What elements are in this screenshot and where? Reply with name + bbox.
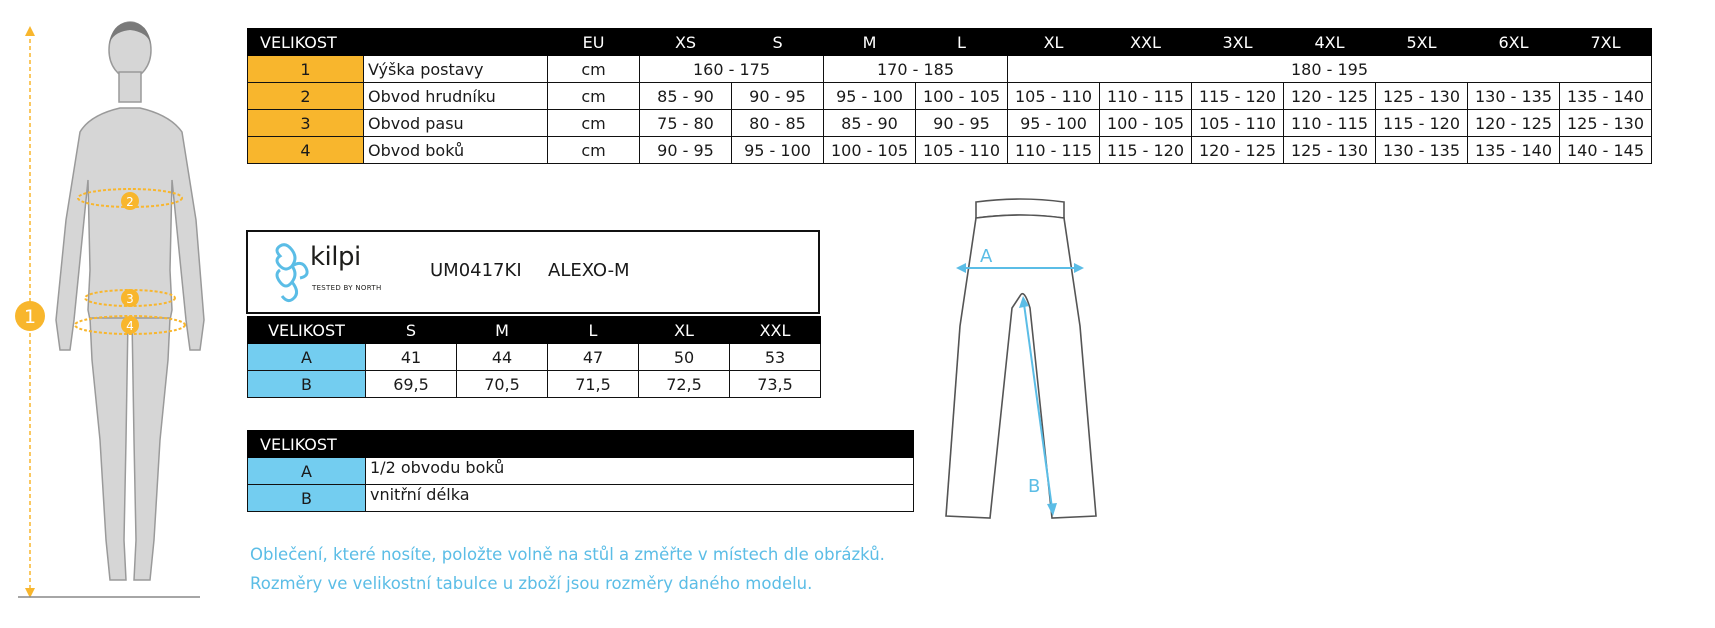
value-cell: 120 - 125: [1468, 110, 1560, 137]
value-cell: 115 - 120: [1376, 110, 1468, 137]
row-number: 1: [248, 56, 364, 83]
value-cell: 95 - 100: [824, 83, 916, 110]
value-cell: 85 - 90: [640, 83, 732, 110]
header-7xl: 7XL: [1560, 29, 1652, 56]
value-cell: 71,5: [548, 371, 639, 398]
value-cell: 90 - 95: [916, 110, 1008, 137]
value-cell: 110 - 115: [1284, 110, 1376, 137]
row-label: B: [248, 485, 366, 512]
value-cell: 135 - 140: [1560, 83, 1652, 110]
value-cell: 110 - 115: [1008, 137, 1100, 164]
row-label: A: [248, 458, 366, 485]
value-cell: 85 - 90: [824, 110, 916, 137]
value-cell: 90 - 95: [640, 137, 732, 164]
header-xxl: XXL: [1100, 29, 1192, 56]
svg-text:2: 2: [126, 195, 134, 209]
row-label: Obvod hrudníku: [364, 83, 548, 110]
row-number: 4: [248, 137, 364, 164]
value-cell: 50: [639, 344, 730, 371]
value-cell: 47: [548, 344, 639, 371]
value-cell: 90 - 95: [732, 83, 824, 110]
value-cell: 125 - 130: [1284, 137, 1376, 164]
table-row: [248, 485, 914, 512]
value-cell: 115 - 120: [1100, 137, 1192, 164]
header-l: L: [916, 29, 1008, 56]
value-cell: 72,5: [639, 371, 730, 398]
table-row: [248, 458, 914, 485]
table-row: [248, 83, 1652, 110]
header-m: M: [457, 317, 548, 344]
brand-tagline: TESTED BY NORTH: [312, 284, 382, 292]
value-cell: 75 - 80: [640, 110, 732, 137]
value-cell: 69,5: [366, 371, 457, 398]
product-size-table: [247, 316, 821, 398]
header-3xl: 3XL: [1192, 29, 1284, 56]
row-number: 3: [248, 110, 364, 137]
value-cell: 140 - 145: [1560, 137, 1652, 164]
header-velikost: VELIKOST: [248, 431, 914, 458]
row-number: 2: [248, 83, 364, 110]
value-cell: 80 - 85: [732, 110, 824, 137]
value-cell: 100 - 105: [824, 137, 916, 164]
row-label: Obvod pasu: [364, 110, 548, 137]
size-chart-table: [247, 28, 1652, 164]
row-description: 1/2 obvodu boků: [366, 458, 914, 485]
table-row: [248, 371, 821, 398]
table-row: [248, 137, 1652, 164]
header-eu: EU: [548, 29, 640, 56]
header-xl: XL: [1008, 29, 1100, 56]
brand-box: [246, 230, 820, 314]
arrow-a-right-head: [1074, 263, 1084, 273]
header-s: S: [732, 29, 824, 56]
row-unit: cm: [548, 83, 640, 110]
value-cell: 95 - 100: [1008, 110, 1100, 137]
row-label: B: [248, 371, 366, 398]
header-l: L: [548, 317, 639, 344]
height-arrow-top: [25, 26, 35, 36]
table-row: [248, 344, 821, 371]
row-label: Obvod boků: [364, 137, 548, 164]
value-cell: 160 - 175: [640, 56, 824, 83]
value-cell: 125 - 130: [1560, 110, 1652, 137]
value-cell: 120 - 125: [1284, 83, 1376, 110]
value-cell: 105 - 110: [1008, 83, 1100, 110]
note-line-1: Oblečení, které nosíte, položte volně na stůl a změřte v místech dle obrázků.: [250, 545, 885, 564]
value-cell: 73,5: [730, 371, 821, 398]
value-cell: 130 - 135: [1376, 137, 1468, 164]
value-cell: 110 - 115: [1100, 83, 1192, 110]
table-row: [248, 56, 1652, 83]
legend-header: [248, 431, 914, 458]
header-xl: XL: [639, 317, 730, 344]
marker-1: [15, 301, 45, 331]
value-cell: 95 - 100: [732, 137, 824, 164]
value-cell: 100 - 105: [1100, 110, 1192, 137]
row-label: Výška postavy: [364, 56, 548, 83]
header-velikost: VELIKOST: [248, 29, 548, 56]
product-table-header: [248, 317, 821, 344]
value-cell: 44: [457, 344, 548, 371]
marker-4: [121, 316, 139, 334]
row-label: A: [248, 344, 366, 371]
header-4xl: 4XL: [1284, 29, 1376, 56]
header-m: M: [824, 29, 916, 56]
svg-text:1: 1: [23, 306, 37, 328]
table-row: [248, 110, 1652, 137]
value-cell: 130 - 135: [1468, 83, 1560, 110]
header-xxl: XXL: [730, 317, 821, 344]
svg-text:4: 4: [126, 319, 134, 333]
marker-2: [121, 192, 139, 210]
header-6xl: 6XL: [1468, 29, 1560, 56]
value-cell: 53: [730, 344, 821, 371]
header-xs: XS: [640, 29, 732, 56]
product-code: UM0417KI: [430, 260, 522, 281]
header-velikost: VELIKOST: [248, 317, 366, 344]
value-cell: 170 - 185: [824, 56, 1008, 83]
value-cell: 100 - 105: [916, 83, 1008, 110]
body-measurement-figure: [0, 20, 210, 600]
label-a: A: [980, 246, 993, 267]
label-b: B: [1028, 476, 1041, 497]
pants-body: [946, 215, 1096, 518]
value-cell: 105 - 110: [1192, 110, 1284, 137]
size-chart-header: [248, 29, 1652, 56]
brand-name: kilpi: [310, 242, 361, 272]
header-5xl: 5XL: [1376, 29, 1468, 56]
value-cell: 135 - 140: [1468, 137, 1560, 164]
value-cell: 125 - 130: [1376, 83, 1468, 110]
header-s: S: [366, 317, 457, 344]
row-unit: cm: [548, 137, 640, 164]
arrow-a-left-head: [956, 263, 966, 273]
product-name: ALEXO-M: [548, 260, 630, 281]
note-line-2: Rozměry ve velikostní tabulce u zboží jsou rozměry daného modelu.: [250, 574, 813, 593]
row-description: vnitřní délka: [366, 485, 914, 512]
value-cell: 105 - 110: [916, 137, 1008, 164]
value-cell: 115 - 120: [1192, 83, 1284, 110]
row-unit: cm: [548, 110, 640, 137]
value-cell: 70,5: [457, 371, 548, 398]
value-cell: 120 - 125: [1192, 137, 1284, 164]
marker-3: [121, 289, 139, 307]
measurement-legend-table: [247, 430, 914, 512]
row-unit: cm: [548, 56, 640, 83]
value-cell: 41: [366, 344, 457, 371]
pants-illustration: [940, 196, 1100, 526]
svg-text:3: 3: [126, 292, 134, 306]
value-cell: 180 - 195: [1008, 56, 1652, 83]
